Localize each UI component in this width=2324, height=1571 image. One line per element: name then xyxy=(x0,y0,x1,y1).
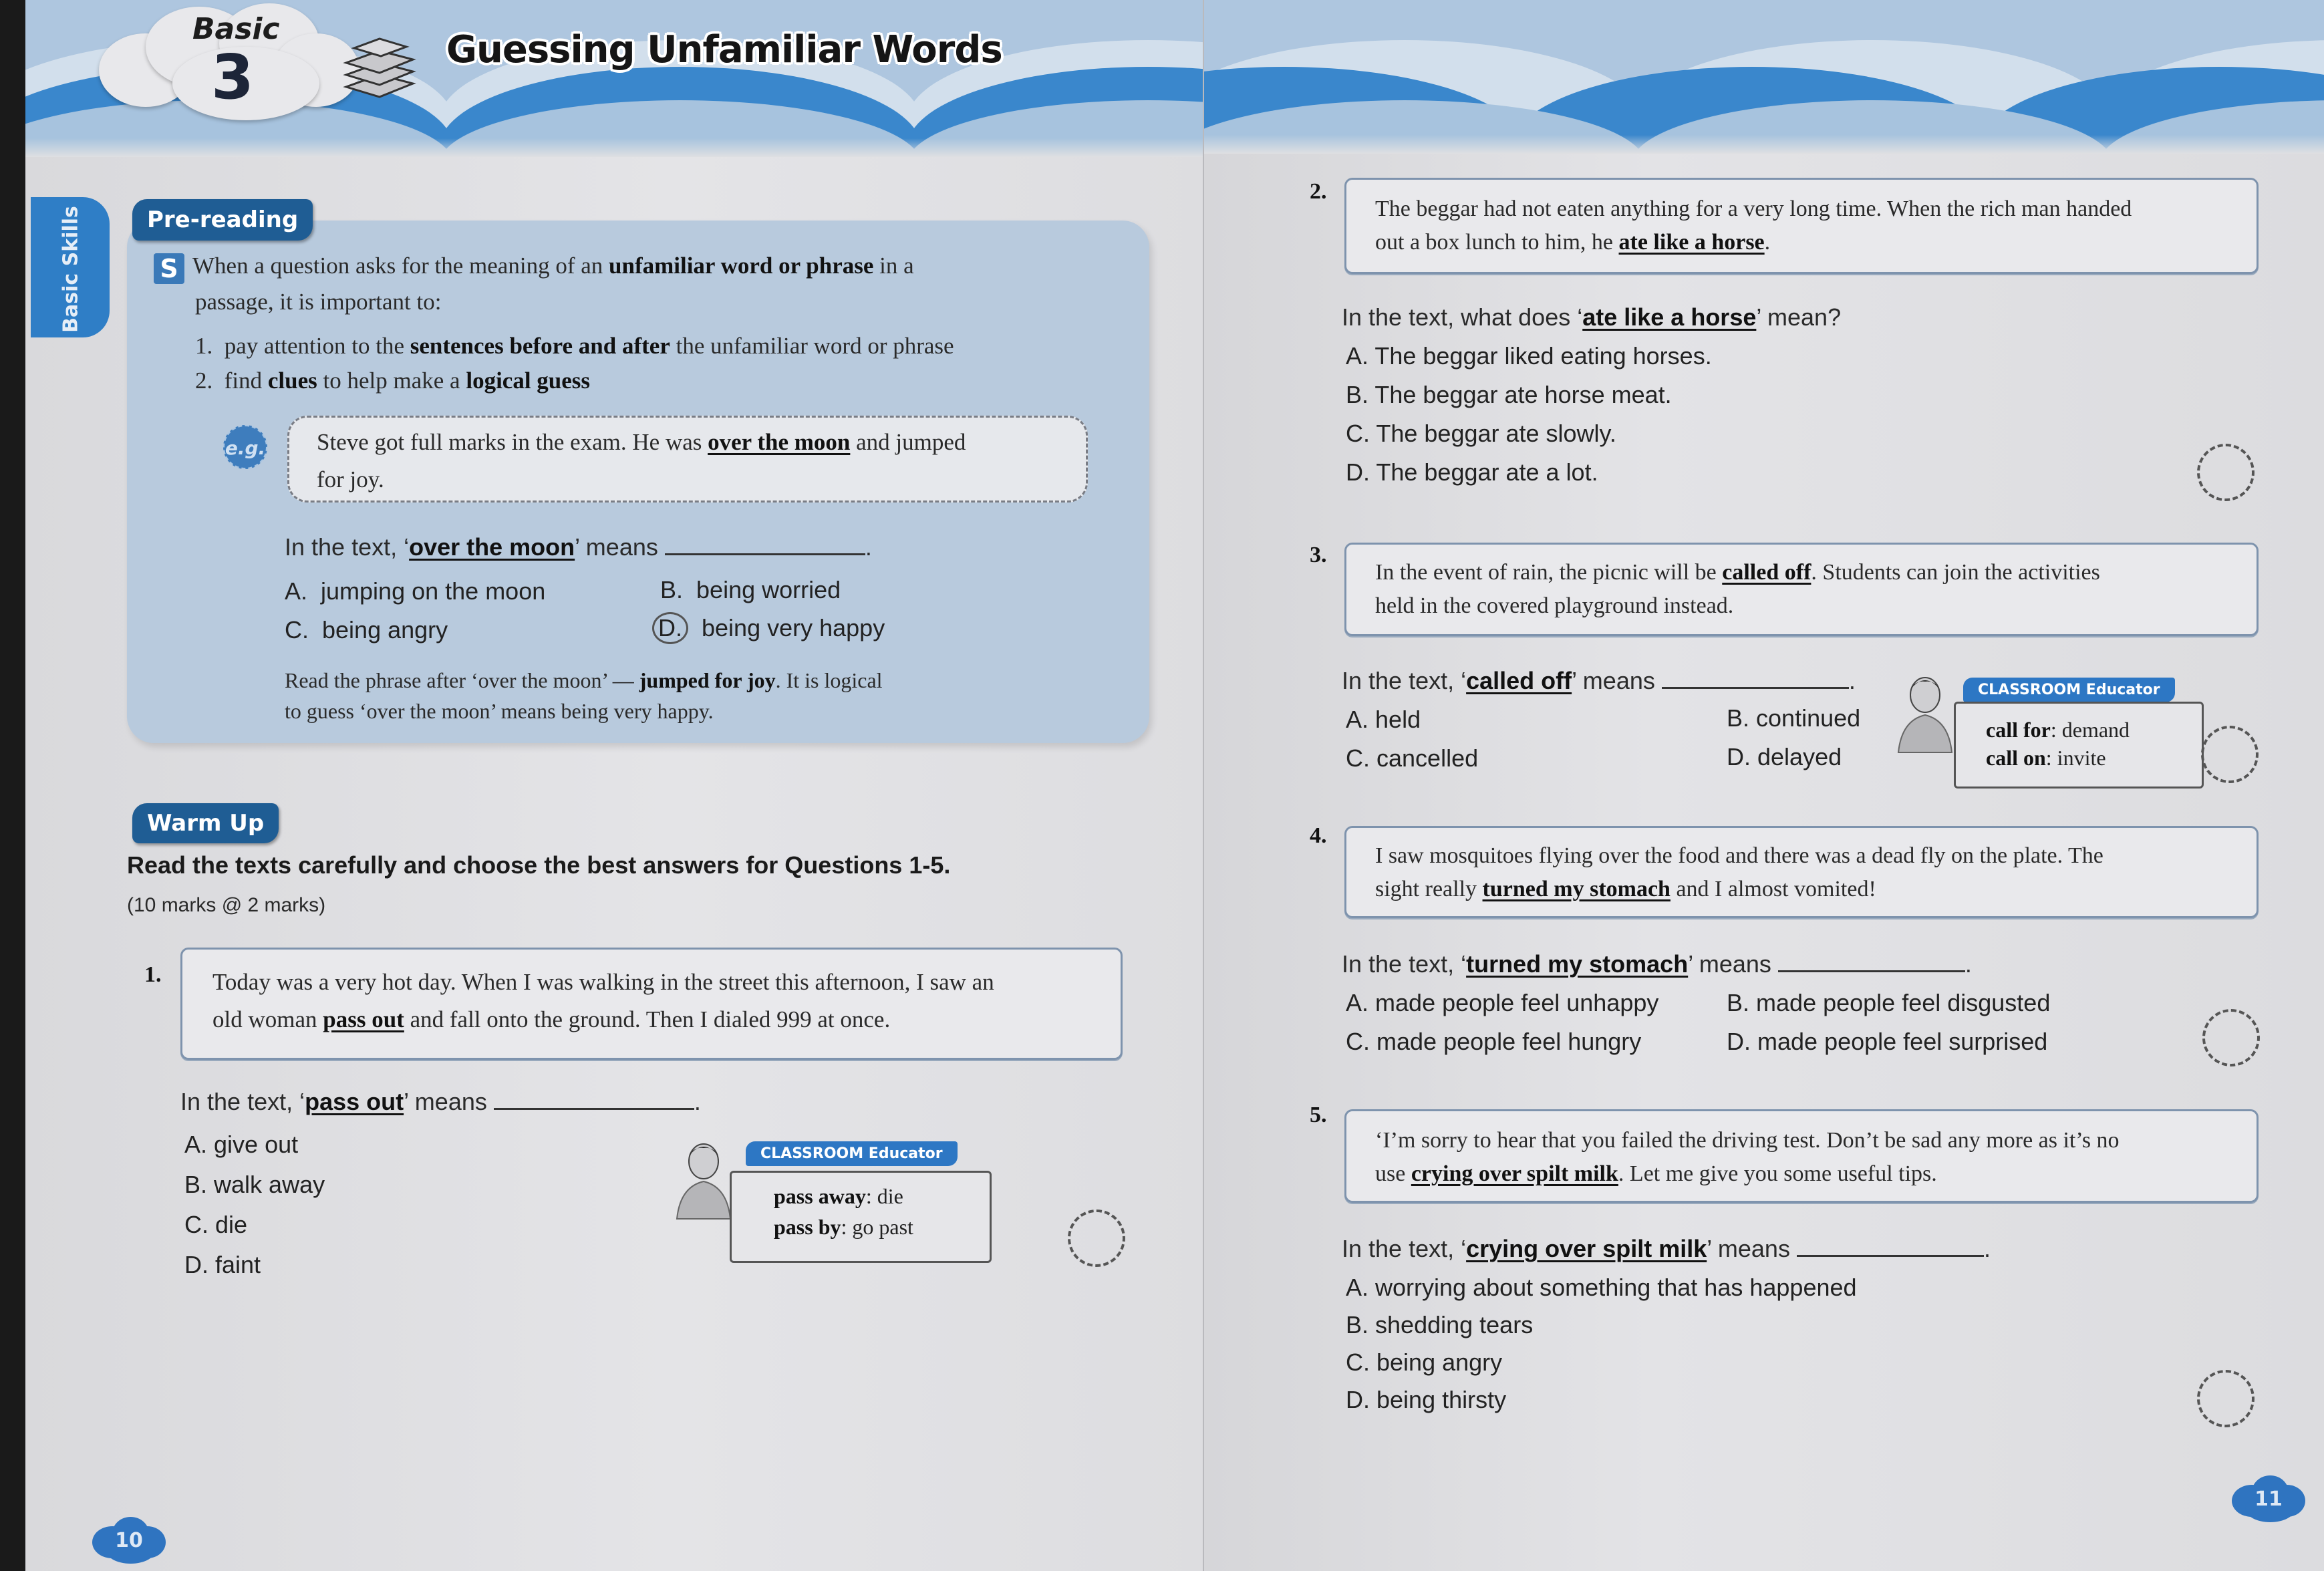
question-2-option-d[interactable]: D. The beggar ate a lot. xyxy=(1346,458,1598,486)
question-2-answer-circle[interactable] xyxy=(2197,444,2255,501)
question-3-option-d[interactable]: D. delayed xyxy=(1727,743,1842,770)
question-5-option-d[interactable]: D. being thirsty xyxy=(1346,1386,1507,1413)
question-2-number: 2. xyxy=(1310,179,1327,204)
question-1-option-b[interactable]: B. walk away xyxy=(184,1171,325,1198)
tip-1: 1. pay attention to the sentences before and after the unfamiliar word or phrase xyxy=(195,333,954,359)
page-number-right: 11 xyxy=(2232,1475,2305,1522)
question-3-option-c[interactable]: C. cancelled xyxy=(1346,744,1479,772)
question-2-passage-box xyxy=(1344,178,2259,274)
educator-def-2: call on: invite xyxy=(1986,746,2106,770)
selected-answer-circle: D. xyxy=(652,612,688,644)
strategy-intro: S When a question asks for the meaning of an unfamiliar word or phrase in a xyxy=(154,253,914,284)
question-2-passage-line2: out a box lunch to him, he ate like a horse. xyxy=(1375,230,1771,255)
section-tab-basic-skills xyxy=(31,197,110,337)
educator-def-1: call for: demand xyxy=(1986,718,2130,742)
question-5-option-b[interactable]: B. shedding tears xyxy=(1346,1311,1534,1338)
question-4-option-c[interactable]: C. made people feel hungry xyxy=(1346,1028,1642,1055)
header-band-right xyxy=(1204,0,2324,154)
stacked-books-icon xyxy=(339,33,420,107)
question-3-passage-box xyxy=(1344,543,2259,636)
question-1-option-c[interactable]: C. die xyxy=(184,1211,248,1238)
question-3-option-a[interactable]: A. held xyxy=(1346,706,1421,733)
question-5-passage-line2: use crying over spilt milk. Let me give you some useful tips. xyxy=(1375,1161,1937,1186)
question-3-number: 3. xyxy=(1310,543,1327,567)
question-3-option-b[interactable]: B. continued xyxy=(1727,704,1861,732)
tip-2: 2. find clues to help make a logical guess xyxy=(195,368,591,394)
educator-card xyxy=(1954,702,2204,789)
example-explanation-line2: to guess ‘over the moon’ means being very happy. xyxy=(285,699,714,723)
question-5-option-c[interactable]: C. being angry xyxy=(1346,1348,1503,1376)
classroom-educator-tag: CLASSROOM Educator xyxy=(1963,678,2175,702)
teacher-avatar-icon xyxy=(1888,674,1962,754)
question-4-passage: I saw mosquitoes flying over the food and there was a dead fly on the plate. The xyxy=(1375,843,2103,868)
question-5-number: 5. xyxy=(1310,1103,1327,1127)
badge-level: Basic xyxy=(192,12,280,46)
question-4-option-b[interactable]: B. made people feel disgusted xyxy=(1727,989,2051,1016)
example-option-c: C. being angry xyxy=(285,616,448,644)
strategy-s-icon: S xyxy=(154,253,184,284)
question-5-passage-box xyxy=(1344,1109,2259,1203)
question-4-number: 4. xyxy=(1310,823,1327,848)
question-1-option-d[interactable]: D. faint xyxy=(184,1251,261,1278)
warm-up-marks: (10 marks @ 2 marks) xyxy=(127,894,326,916)
question-2-option-a[interactable]: A. The beggar liked eating horses. xyxy=(1346,342,1712,370)
question-1-passage-line2: old woman pass out and fall onto the ground. Then I dialed 999 at once. xyxy=(212,1006,891,1032)
section-tab-label: Basic Skills xyxy=(59,206,83,333)
question-5-option-a[interactable]: A. worrying about something that has happened xyxy=(1346,1274,1857,1301)
question-2-option-c[interactable]: C. The beggar ate slowly. xyxy=(1346,420,1616,447)
page-number-left: 10 xyxy=(92,1517,166,1564)
badge-number: 3 xyxy=(211,41,255,113)
example-passage-line2: for joy. xyxy=(317,466,384,492)
right-page xyxy=(1203,0,2324,1571)
question-3-answer-circle[interactable] xyxy=(2201,726,2259,783)
question-1-option-a[interactable]: A. give out xyxy=(184,1131,299,1158)
left-page xyxy=(25,0,1203,1571)
example-passage: Steve got full marks in the exam. He was over the moon and jumped xyxy=(317,429,966,455)
pre-reading-heading: Pre-reading xyxy=(132,199,313,241)
question-1-number: 1. xyxy=(144,962,162,987)
chapter-title: Guessing Unfamiliar Words xyxy=(446,28,1002,72)
example-question: In the text, ‘over the moon’ means . xyxy=(285,533,872,561)
question-5-answer-circle[interactable] xyxy=(2197,1370,2255,1427)
question-4-answer-circle[interactable] xyxy=(2202,1009,2260,1066)
question-3-prompt: In the text, ‘called off’ means . xyxy=(1342,667,1856,694)
question-1-prompt: In the text, ‘pass out’ means . xyxy=(180,1088,701,1115)
question-4-option-d[interactable]: D. made people feel surprised xyxy=(1727,1028,2048,1055)
question-5-prompt: In the text, ‘crying over spilt milk’ means . xyxy=(1342,1235,1991,1262)
example-option-b: B. being worried xyxy=(660,576,841,603)
educator-def-1: pass away: die xyxy=(774,1184,903,1208)
strategy-intro-line2: passage, it is important to: xyxy=(195,289,442,315)
question-1-passage-box xyxy=(180,948,1123,1060)
question-2-passage: The beggar had not eaten anything for a very long time. When the rich man handed xyxy=(1375,196,2132,221)
question-1-answer-circle[interactable] xyxy=(1068,1209,1125,1267)
warm-up-heading: Warm Up xyxy=(132,803,279,843)
example-option-a: A. jumping on the moon xyxy=(285,577,546,605)
educator-def-2: pass by: go past xyxy=(774,1215,913,1239)
example-badge: e.g. xyxy=(223,425,267,469)
table-edge xyxy=(0,0,27,1571)
question-2-option-b[interactable]: B. The beggar ate horse meat. xyxy=(1346,381,1672,408)
example-option-d-selected: D. being very happy xyxy=(652,612,885,644)
question-3-passage-line2: held in the covered playground instead. xyxy=(1375,593,1734,618)
question-1-passage: Today was a very hot day. When I was walking in the street this afternoon, I saw an xyxy=(212,969,994,995)
question-4-passage-box xyxy=(1344,826,2259,918)
warm-up-instruction: Read the texts carefully and choose the best answers for Questions 1-5. xyxy=(127,851,951,879)
question-4-prompt: In the text, ‘turned my stomach’ means . xyxy=(1342,950,1972,978)
example-explanation: Read the phrase after ‘over the moon’ — jumped for joy. It is logical xyxy=(285,668,883,692)
question-3-passage: In the event of rain, the picnic will be called off. Students can join the activities xyxy=(1375,560,2100,585)
question-4-passage-line2: sight really turned my stomach and I almost vomited! xyxy=(1375,877,1876,901)
question-4-option-a[interactable]: A. made people feel unhappy xyxy=(1346,989,1659,1016)
question-2-prompt: In the text, what does ‘ate like a horse’ mean? xyxy=(1342,303,1842,331)
question-5-passage: ‘I’m sorry to hear that you failed the driving test. Don’t be sad any more as it’s no xyxy=(1375,1128,2120,1153)
classroom-educator-tag: CLASSROOM Educator xyxy=(746,1141,958,1166)
